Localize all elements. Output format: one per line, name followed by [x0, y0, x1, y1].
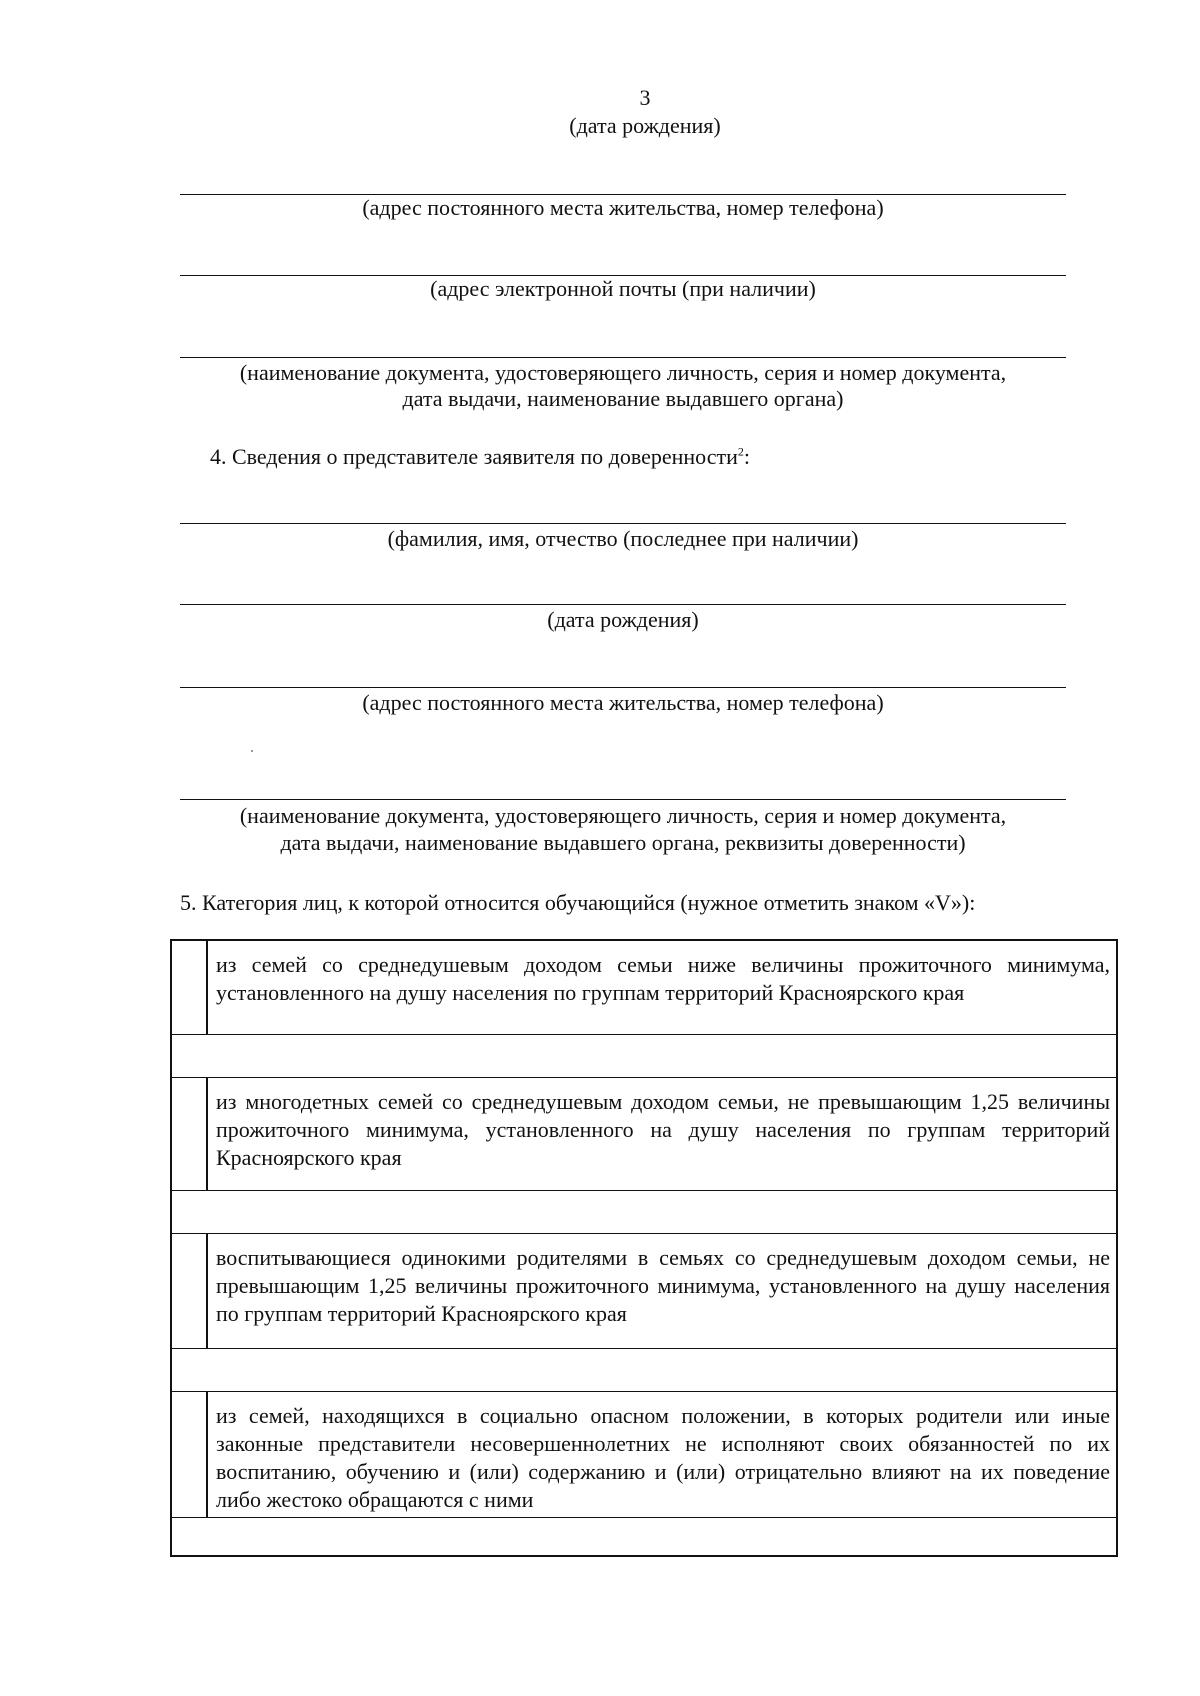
applicant-email-caption: (адрес электронной почты (при наличии): [430, 276, 816, 301]
applicant-address-caption: (адрес постоянного места жительства, номер телефона): [362, 195, 884, 220]
representative-identity-document-caption-line-1: (наименование документа, удостоверяющего личность, серия и номер документа,: [239, 803, 1007, 828]
representative-address-line[interactable]: [180, 687, 1066, 688]
category-row: [172, 941, 1116, 1035]
category-checkbox-1[interactable]: [172, 941, 208, 1034]
applicant-birth-date-caption: (дата рождения): [569, 113, 721, 138]
applicant-identity-document-line[interactable]: [180, 357, 1066, 358]
representative-birth-date-caption: (дата рождения): [547, 607, 699, 632]
category-separator-row: [172, 1191, 1116, 1234]
category-section-heading: 5. Категория лиц, к которой относится обучающийся (нужное отметить знаком «V»):: [180, 890, 976, 915]
applicant-identity-document-caption-line-2: дата выдачи, наименование выдавшего органа): [402, 386, 844, 411]
category-separator-row: [172, 1518, 1116, 1557]
representative-identity-document-caption-line-2: дата выдачи, наименование выдавшего органа, реквизиты доверенности): [280, 830, 966, 855]
representative-identity-document-line[interactable]: [180, 799, 1066, 800]
scan-speck: [251, 750, 253, 752]
page-number: 3: [639, 85, 651, 110]
category-checkbox-2[interactable]: [172, 1078, 208, 1190]
category-row: [172, 1234, 1116, 1349]
representative-section-heading: [210, 443, 750, 471]
category-text-4: из семей, находящихся в социально опасном положении, в которых родители или иные законные представители несовершеннолетних не исполняют своих обязанностей по их воспитанию, обучению и (или) содержанию и (или) отрицательно влияют на их поведение либо жестоко обращаются с ними: [216, 1403, 1110, 1512]
category-separator-row: [172, 1035, 1116, 1078]
category-text-2: из многодетных семей со среднедушевым доходом семьи, не превышающим 1,25 величины прожиточного минимума, установленного на душу населения по группам территорий Красноярского края: [216, 1089, 1110, 1170]
representative-section-suffix: :: [743, 444, 751, 469]
category-text-1: из семей со среднедушевым доходом семьи ниже величины прожиточного минимума, установленного на душу населения по группам территорий Красноярского края: [216, 952, 1110, 1005]
representative-birth-date-line[interactable]: [180, 604, 1066, 605]
representative-full-name-caption: (фамилия, имя, отчество (последнее при наличии): [387, 526, 859, 551]
representative-full-name-line[interactable]: [180, 523, 1066, 524]
category-checkbox-3[interactable]: [172, 1234, 208, 1348]
representative-footnote-marker: 2: [737, 444, 744, 459]
applicant-identity-document-caption-line-1: (наименование документа, удостоверяющего личность, серия и номер документа,: [239, 360, 1007, 385]
representative-section-label: 4. Сведения о представителе заявителя по доверенности: [210, 444, 738, 469]
category-row: [172, 1392, 1116, 1518]
category-text-3: воспитывающиеся одинокими родителями в семьях со среднедушевым доходом семьи, не превышающим 1,25 величины прожиточного минимума, установленного на душу населения по группам территорий Красноярского края: [216, 1245, 1110, 1326]
category-row: [172, 1078, 1116, 1191]
category-table: [170, 939, 1118, 1557]
category-checkbox-4[interactable]: [172, 1392, 208, 1517]
representative-address-caption: (адрес постоянного места жительства, номер телефона): [362, 690, 884, 715]
category-separator-row: [172, 1349, 1116, 1392]
